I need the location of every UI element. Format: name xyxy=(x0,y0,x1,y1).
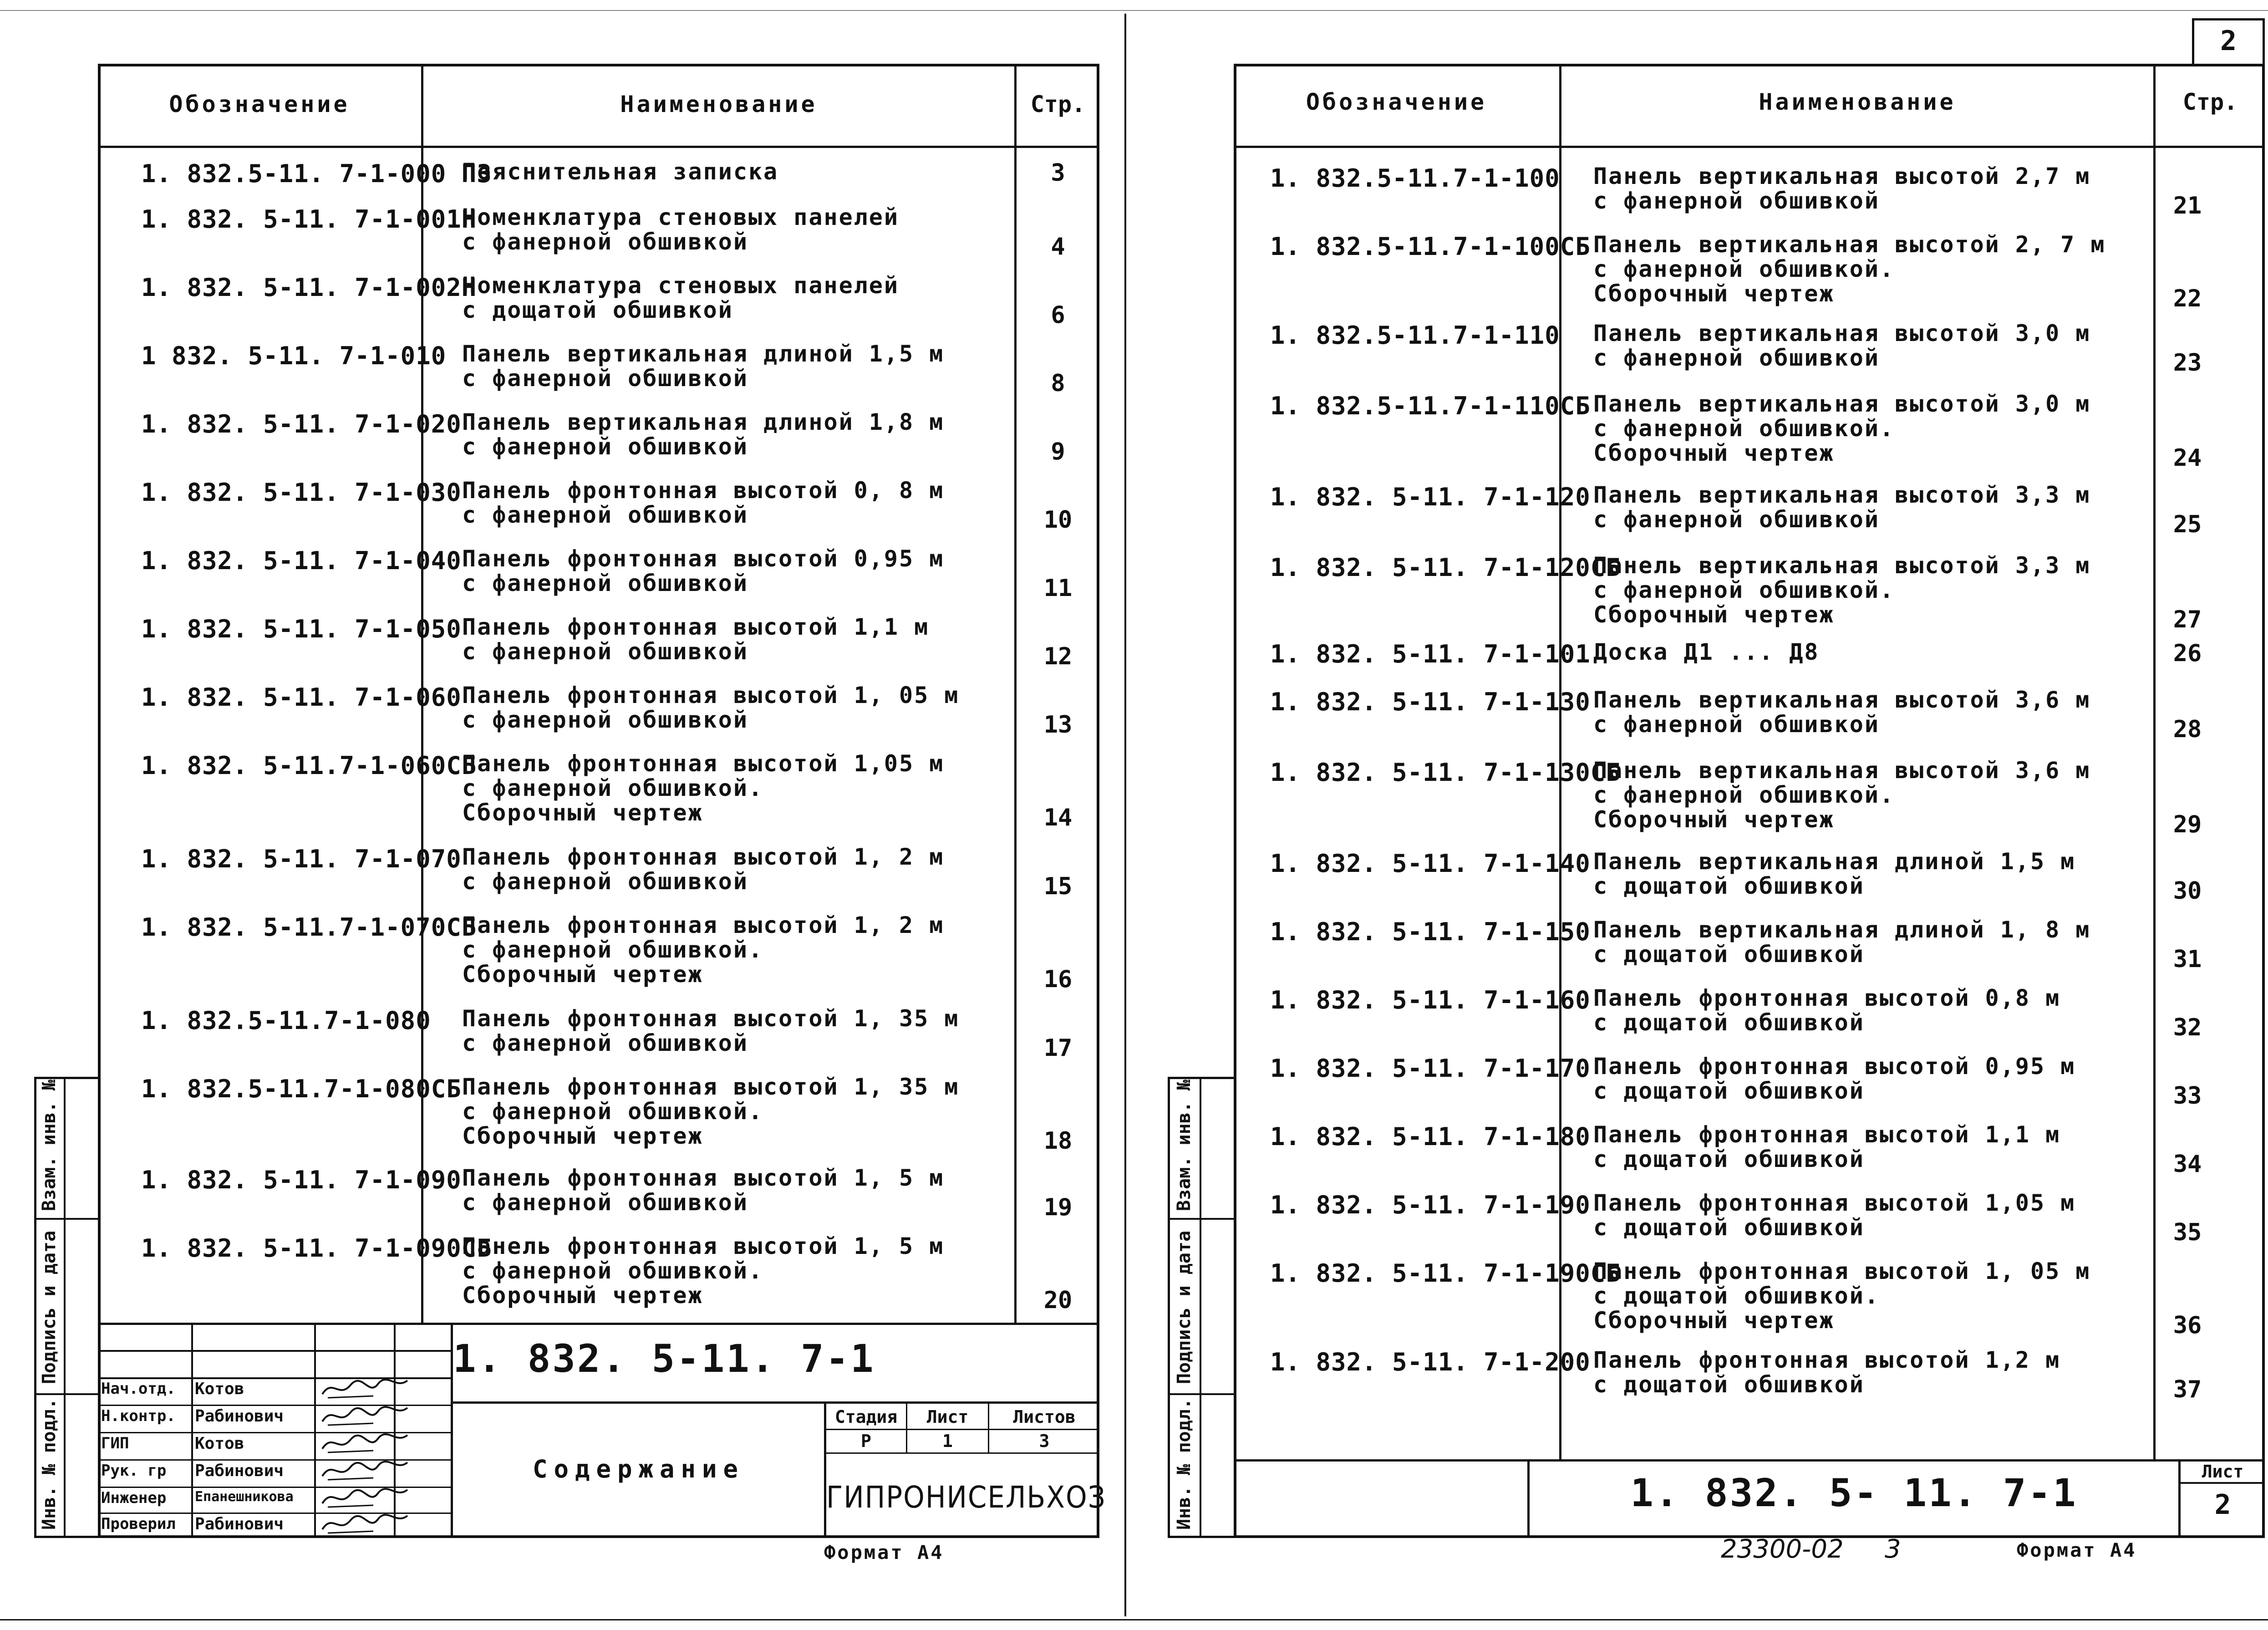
right-row-5-name: Панель вертикальная высотой 3,3 м с фанерной обшивкой xyxy=(1593,482,2091,533)
organization-name: ГИПРОНИСЕЛЬХОЗ xyxy=(826,1480,1106,1515)
left-row-8-code: 1. 832. 5-11. 7-1-050 xyxy=(141,615,462,643)
left-row-5-name: Панель вертикальная длиной 1,8 м с фанерной обшивкой xyxy=(462,409,945,460)
right-row-2-page: 22 xyxy=(2173,285,2202,312)
signature-4 xyxy=(319,1458,410,1484)
right-row-1-name: Панель вертикальная высотой 2,7 м с фанерной обшивкой xyxy=(1593,163,2091,214)
side-stamp-inv-no-right: Инв. № подл. xyxy=(1174,1398,1195,1530)
role-name-6: Рабинович xyxy=(195,1515,284,1533)
right-row-6-name: Панель вертикальная высотой 3,3 м с фанерной обшивкой. Сборочный чертеж xyxy=(1593,552,2091,628)
left-row-11-name: Панель фронтонная высотой 1, 2 м с фанерной обшивкой xyxy=(462,844,945,895)
left-row-13-page: 17 xyxy=(1043,1034,1073,1062)
left-row-3-page: 6 xyxy=(1051,301,1065,329)
right-row-4-code: 1. 832.5-11.7-1-110СБ xyxy=(1270,392,1591,420)
sheet-value: 1 xyxy=(942,1431,953,1451)
left-row-11-code: 1. 832. 5-11. 7-1-070 xyxy=(141,845,462,873)
format-label-right: Формат А4 xyxy=(2017,1539,2137,1561)
left-row-2-name: Номенклатура стеновых панелей с фанерной обшивкой xyxy=(462,204,899,255)
right-row-5-page: 25 xyxy=(2173,511,2202,538)
right-row-8-code: 1. 832. 5-11. 7-1-130 xyxy=(1270,688,1591,716)
right-row-10-name: Панель вертикальная длиной 1,5 м с дощатой обшивкой xyxy=(1593,848,2076,899)
right-row-9-page: 29 xyxy=(2173,811,2202,838)
doc-code: 1. 832. 5-11. 7-1 xyxy=(453,1336,875,1381)
right-row-13-code: 1. 832. 5-11. 7-1-170 xyxy=(1270,1054,1591,1083)
left-row-1-name: Пояснительная записка xyxy=(462,158,779,185)
right-row-8-page: 28 xyxy=(2173,716,2202,743)
right-row-13-name: Панель фронтонная высотой 0,95 м с дощатой обшивкой xyxy=(1593,1053,2076,1104)
right-row-8-name: Панель вертикальная высотой 3,6 м с фанерной обшивкой xyxy=(1593,687,2091,738)
side-stamp-signature-date-right: Подпись и дата xyxy=(1174,1230,1195,1384)
left-row-11-page: 15 xyxy=(1043,873,1073,900)
role-label-3: ГИП xyxy=(101,1434,129,1452)
left-row-6-name: Панель фронтонная высотой 0, 8 м с фанерной обшивкой xyxy=(462,477,945,528)
side-stamp-inv-no: Инв. № подл. xyxy=(39,1398,60,1530)
left-row-4-name: Панель вертикальная длиной 1,5 м с фанерной обшивкой xyxy=(462,341,945,392)
left-row-6-page: 10 xyxy=(1043,506,1073,534)
signature-2 xyxy=(319,1403,410,1430)
left-row-16-code: 1. 832. 5-11. 7-1-090СБ xyxy=(141,1234,492,1263)
left-row-4-code: 1 832. 5-11. 7-1-010 xyxy=(141,341,447,370)
right-row-14-code: 1. 832. 5-11. 7-1-180 xyxy=(1270,1122,1591,1151)
right-row-17-page: 37 xyxy=(2173,1376,2202,1403)
left-row-7-code: 1. 832. 5-11. 7-1-040 xyxy=(141,546,462,575)
right-row-15-page: 35 xyxy=(2173,1219,2202,1246)
right-row-7-code: 1. 832. 5-11. 7-1-101 xyxy=(1270,640,1591,668)
side-stamp-signature-date: Подпись и дата xyxy=(39,1230,60,1384)
left-row-15-code: 1. 832. 5-11. 7-1-090 xyxy=(141,1166,462,1194)
right-row-15-code: 1. 832. 5-11. 7-1-190 xyxy=(1270,1191,1591,1219)
sheets-label: Листов xyxy=(1013,1407,1076,1427)
left-row-3-code: 1. 832. 5-11. 7-1-002Н xyxy=(141,273,477,302)
signature-6 xyxy=(319,1511,410,1538)
archive-copy: 3 xyxy=(1885,1534,1901,1564)
right-row-17-code: 1. 832. 5-11. 7-1-200 xyxy=(1270,1348,1591,1376)
right-row-12-page: 32 xyxy=(2173,1014,2202,1041)
role-name-1: Котов xyxy=(195,1380,244,1398)
right-row-16-code: 1. 832. 5-11. 7-1-190СБ xyxy=(1270,1259,1621,1288)
right-row-2-code: 1. 832.5-11.7-1-100СБ xyxy=(1270,232,1591,261)
stage-value: Р xyxy=(861,1431,871,1451)
column-header-page: Стр. xyxy=(1030,91,1086,117)
left-row-6-code: 1. 832. 5-11. 7-1-030 xyxy=(141,478,462,507)
left-row-10-code: 1. 832. 5-11.7-1-060СБ xyxy=(141,751,477,780)
right-row-14-name: Панель фронтонная высотой 1,1 м с дощатой обшивкой xyxy=(1593,1121,2061,1172)
left-row-2-code: 1. 832. 5-11. 7-1-001Н xyxy=(141,205,477,234)
right-row-4-name: Панель вертикальная высотой 3,0 м с фанерной обшивкой. Сборочный чертеж xyxy=(1593,391,2091,466)
left-row-13-code: 1. 832.5-11.7-1-080 xyxy=(141,1006,431,1035)
right-row-7-name: Доска Д1 ... Д8 xyxy=(1593,639,1820,665)
right-row-9-name: Панель вертикальная высотой 3,6 м с фанерной обшивкой. Сборочный чертеж xyxy=(1593,757,2091,833)
left-row-7-page: 11 xyxy=(1043,575,1073,602)
left-row-2-page: 4 xyxy=(1051,233,1065,260)
right-row-16-page: 36 xyxy=(2173,1312,2202,1339)
role-label-6: Проверил xyxy=(101,1515,176,1533)
left-row-5-code: 1. 832. 5-11. 7-1-020 xyxy=(141,410,462,438)
right-row-2-name: Панель вертикальная высотой 2, 7 м с фанерной обшивкой. Сборочный чертеж xyxy=(1593,231,2106,307)
signature-3 xyxy=(319,1431,410,1457)
left-row-12-code: 1. 832. 5-11.7-1-070СБ xyxy=(141,913,477,942)
role-label-5: Инженер xyxy=(101,1489,167,1507)
right-row-10-page: 30 xyxy=(2173,877,2202,905)
right-row-9-code: 1. 832. 5-11. 7-1-130СБ xyxy=(1270,758,1621,787)
sheets-value: 3 xyxy=(1039,1431,1050,1451)
column-header-name-right: Наименование xyxy=(1759,89,1956,115)
right-row-3-code: 1. 832.5-11.7-1-110 xyxy=(1270,321,1560,350)
left-row-14-page: 18 xyxy=(1043,1127,1073,1155)
right-row-11-code: 1. 832. 5-11. 7-1-150 xyxy=(1270,917,1591,946)
right-row-7-page: 26 xyxy=(2173,640,2202,667)
signature-1 xyxy=(319,1376,410,1402)
column-header-designation: Обозначение xyxy=(169,91,350,117)
left-row-10-page: 14 xyxy=(1043,804,1073,831)
sheet-value-right: 2 xyxy=(2214,1489,2231,1521)
left-row-14-name: Панель фронтонная высотой 1, 35 м с фанерной обшивкой. Сборочный чертеж xyxy=(462,1074,960,1149)
right-row-12-code: 1. 832. 5-11. 7-1-160 xyxy=(1270,986,1591,1014)
signature-5 xyxy=(319,1485,410,1512)
left-row-15-name: Панель фронтонная высотой 1, 5 м с фанерной обшивкой xyxy=(462,1165,945,1216)
right-row-3-name: Панель вертикальная высотой 3,0 м с фанерной обшивкой xyxy=(1593,320,2091,371)
left-row-14-code: 1. 832.5-11.7-1-080СБ xyxy=(141,1075,462,1103)
role-name-3: Котов xyxy=(195,1434,244,1453)
archive-number: 23300-02 xyxy=(1721,1534,1844,1564)
left-row-4-page: 8 xyxy=(1051,370,1065,397)
format-label-left: Формат А4 xyxy=(824,1541,944,1564)
left-row-7-name: Панель фронтонная высотой 0,95 м с фанерной обшивкой xyxy=(462,545,945,596)
right-row-3-page: 23 xyxy=(2173,349,2202,377)
left-row-15-page: 19 xyxy=(1043,1194,1073,1221)
right-row-4-page: 24 xyxy=(2173,444,2202,472)
stage-label: Стадия xyxy=(834,1407,898,1427)
left-row-10-name: Панель фронтонная высотой 1,05 м с фанерной обшивкой. Сборочный чертеж xyxy=(462,750,945,826)
right-row-17-name: Панель фронтонная высотой 1,2 м с дощатой обшивкой xyxy=(1593,1347,2061,1398)
sheet-title: Содержание xyxy=(532,1455,745,1483)
role-label-2: Н.контр. xyxy=(101,1407,176,1425)
left-row-9-code: 1. 832. 5-11. 7-1-060 xyxy=(141,683,462,712)
role-label-4: Рук. гр xyxy=(101,1462,167,1480)
right-row-10-code: 1. 832. 5-11. 7-1-140 xyxy=(1270,849,1591,878)
left-row-1-page: 3 xyxy=(1051,159,1065,187)
column-header-name: Наименование xyxy=(620,91,818,117)
right-row-12-name: Панель фронтонная высотой 0,8 м с дощатой обшивкой xyxy=(1593,985,2061,1036)
left-row-9-name: Панель фронтонная высотой 1, 05 м с фанерной обшивкой xyxy=(462,682,960,733)
left-row-9-page: 13 xyxy=(1043,711,1073,739)
right-row-14-page: 34 xyxy=(2173,1151,2202,1178)
left-row-1-code: 1. 832.5-11. 7-1-000 ПЗ xyxy=(141,159,492,188)
right-row-6-code: 1. 832. 5-11. 7-1-120СБ xyxy=(1270,553,1621,582)
right-row-1-page: 21 xyxy=(2173,192,2202,219)
role-name-4: Рабинович xyxy=(195,1462,284,1480)
left-row-13-name: Панель фронтонная высотой 1, 35 м с фанерной обшивкой xyxy=(462,1005,960,1056)
left-row-16-page: 20 xyxy=(1043,1287,1073,1314)
left-row-12-page: 16 xyxy=(1043,966,1073,993)
doc-code-right: 1. 832. 5- 11. 7-1 xyxy=(1630,1471,2078,1515)
corner-sheet-number: 2 xyxy=(2220,25,2237,57)
right-row-15-name: Панель фронтонная высотой 1,05 м с дощатой обшивкой xyxy=(1593,1190,2076,1241)
right-row-16-name: Панель фронтонная высотой 1, 05 м с дощатой обшивкой. Сборочный чертеж xyxy=(1593,1258,2091,1334)
right-row-11-name: Панель вертикальная длиной 1, 8 м с дощатой обшивкой xyxy=(1593,917,2091,968)
role-name-2: Рабинович xyxy=(195,1407,284,1426)
left-row-8-name: Панель фронтонная высотой 1,1 м с фанерной обшивкой xyxy=(462,614,930,665)
fold-line xyxy=(1124,14,1126,1616)
left-row-8-page: 12 xyxy=(1043,643,1073,670)
sheet-label-right: Лист xyxy=(2202,1462,2244,1482)
right-row-13-page: 33 xyxy=(2173,1082,2202,1110)
sheet-label: Лист xyxy=(926,1407,969,1427)
side-stamp-replacement-inv-right: Взам. инв. № xyxy=(1174,1080,1195,1211)
left-row-16-name: Панель фронтонная высотой 1, 5 м с фанерной обшивкой. Сборочный чертеж xyxy=(462,1233,945,1309)
role-name-5: Епанешникова xyxy=(195,1489,294,1505)
right-row-1-code: 1. 832.5-11.7-1-100 xyxy=(1270,164,1560,193)
column-header-page-right: Стр. xyxy=(2182,89,2238,115)
right-row-5-code: 1. 832. 5-11. 7-1-120 xyxy=(1270,483,1591,511)
left-row-12-name: Панель фронтонная высотой 1, 2 м с фанерной обшивкой. Сборочный чертеж xyxy=(462,912,945,988)
side-stamp-replacement-inv: Взам. инв. № xyxy=(39,1080,60,1211)
column-header-designation-right: Обозначение xyxy=(1306,89,1487,115)
left-row-3-name: Номенклатура стеновых панелей с дощатой обшивкой xyxy=(462,272,899,323)
right-row-6-page: 27 xyxy=(2173,606,2202,633)
right-row-11-page: 31 xyxy=(2173,946,2202,973)
left-row-5-page: 9 xyxy=(1051,438,1065,465)
role-label-1: Нач.отд. xyxy=(101,1380,176,1398)
